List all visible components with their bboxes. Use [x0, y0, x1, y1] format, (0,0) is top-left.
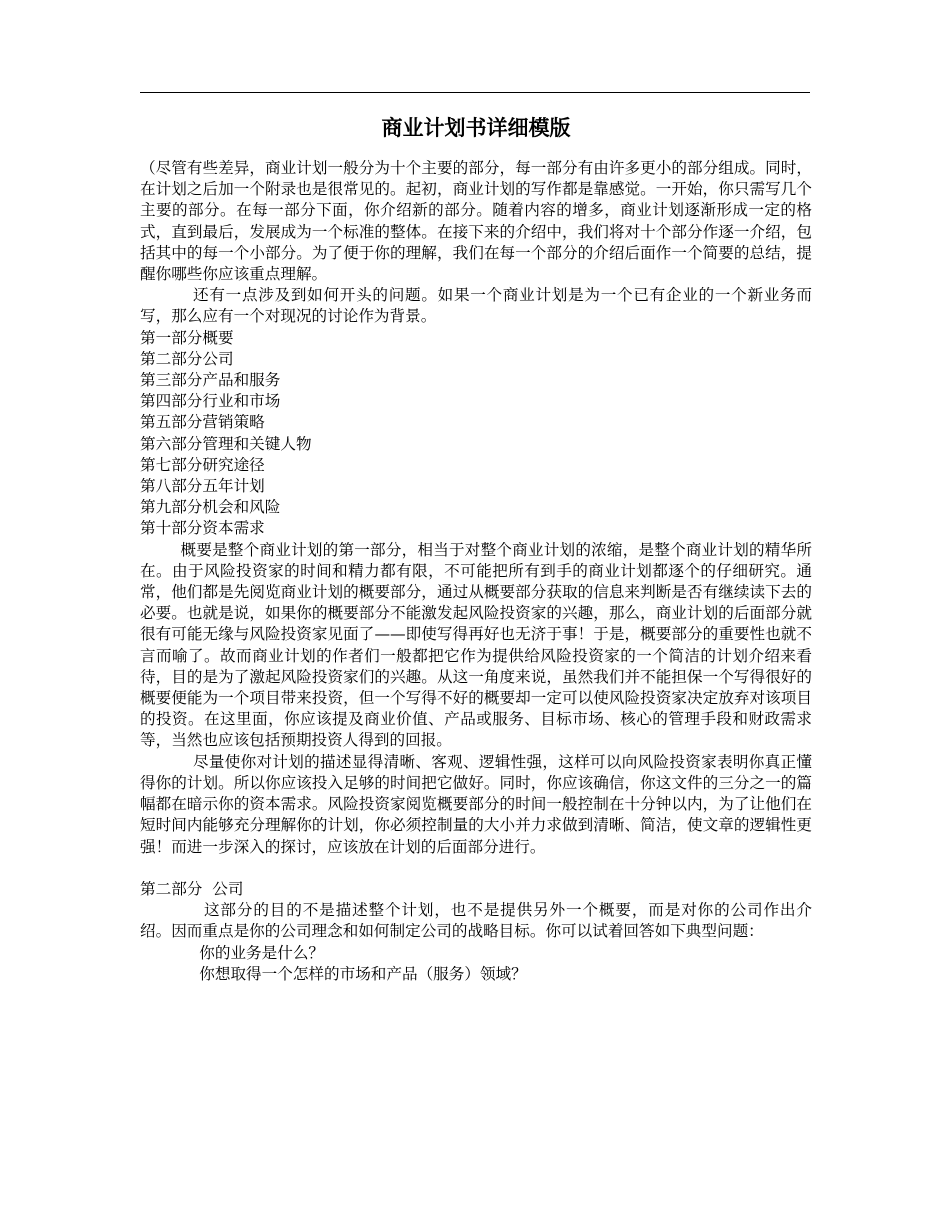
- section-item: 第一部分概要: [140, 328, 234, 347]
- section-item: 第二部分公司: [140, 349, 234, 368]
- part2-heading: 第二部分 公司: [140, 879, 244, 898]
- advice-paragraph: 尽量使你对计划的描述显得清晰、客观、逻辑性强，这样可以向风险投资家表明你真正懂得你的计划。所以你应该投入足够的时间把它做好。同时，你应该确信，你这文件的三分之一的篇幅都在暗示你的资本需求。风险投资家阅览概要部分的时间一般控制在十分钟以内，为了让他们在短时间内能够充分理解你的计划，你必须控制量的大小并力求做到清晰、简洁，使文章的逻辑性更强！而进一步深入的探讨，应该放在计划的后面部分进行。: [140, 752, 812, 856]
- section-item: 第四部分行业和市场: [140, 392, 281, 411]
- question-item: 你想取得一个怎样的市场和产品（服务）领域？: [199, 964, 527, 983]
- background-paragraph: 还有一点涉及到如何开头的问题。如果一个商业计划是为一个已有企业的一个新业务而写，那么应有一个对现况的讨论作为背景。: [140, 286, 812, 326]
- section-item: 第五部分营销策略: [140, 413, 265, 432]
- document-body: [140, 158, 812, 985]
- blank-line: [140, 858, 812, 879]
- section-item: 第六部分管理和关键人物: [140, 434, 312, 453]
- header-rule: [140, 92, 810, 93]
- section-item: 第九部分机会和风险: [140, 498, 281, 517]
- question-list: [140, 943, 812, 985]
- intro-paragraph: （尽管有些差异，商业计划一般分为十个主要的部分，每一部分有由许多更小的部分组成。同时，在计划之后加一个附录也是很常见的。起初，商业计划的写作都是靠感觉。一开始，你只需写几个主要的部分。在每一部分下面，你介绍新的部分。随着内容的增多，商业计划逐渐形成一定的格式，直到最后，发展成为一个标准的整体。在接下来的介绍中，我们将对十个部分作逐一介绍，包括其中的每一个小部分。为了便于你的理解，我们在每一个部分的介绍后面作一个简要的总结，提醒你哪些你应该重点理解。: [140, 159, 812, 284]
- summary-paragraph: 概要是整个商业计划的第一部分，相当于对整个商业计划的浓缩，是整个商业计划的精华所在。由于风险投资家的时间和精力都有限，不可能把所有到手的商业计划都逐个的仔细研究。通常，他们都是先阅览商业计划的概要部分，通过从概要部分获取的信息来判断是否有继续读下去的必要。也就是说，如果你的概要部分不能激发起风险投资家的兴趣，那么，商业计划的后面部分就很有可能无缘与风险投资家见面了——即使写得再好也无济于事！于是，概要部分的重要性也就不言而喻了。故而商业计划的作者们一般都把它作为提供给风险投资家的一个简洁的计划介绍来看待，目的是为了激起风险投资家们的兴趣。从这一角度来说，虽然我们并不能担保一个写得很好的概要便能为一个项目带来投资，但一个写得不好的概要却一定可以使风险投资家决定放弃对该项目的投资。在这里面，你应该提及商业价值、产品或服务、目标市场、核心的管理手段和财政需求等，当然也应该包括预期投资人得到的回报。: [140, 540, 812, 750]
- question-item: 你的业务是什么？: [199, 943, 325, 962]
- section-list: [140, 328, 812, 540]
- section-item: 第十部分资本需求: [140, 519, 265, 538]
- section-item: 第三部分产品和服务: [140, 371, 281, 390]
- document-title: 商业计划书详细模版: [381, 116, 571, 140]
- section-item: 第七部分研究途径: [140, 455, 265, 474]
- section-item: 第八部分五年计划: [140, 477, 265, 496]
- part2-paragraph: 这部分的目的不是描述整个计划，也不是提供另外一个概要，而是对你的公司作出介绍。因而重点是你的公司理念和如何制定公司的战略目标。你可以试着回答如下典型问题：: [140, 901, 812, 941]
